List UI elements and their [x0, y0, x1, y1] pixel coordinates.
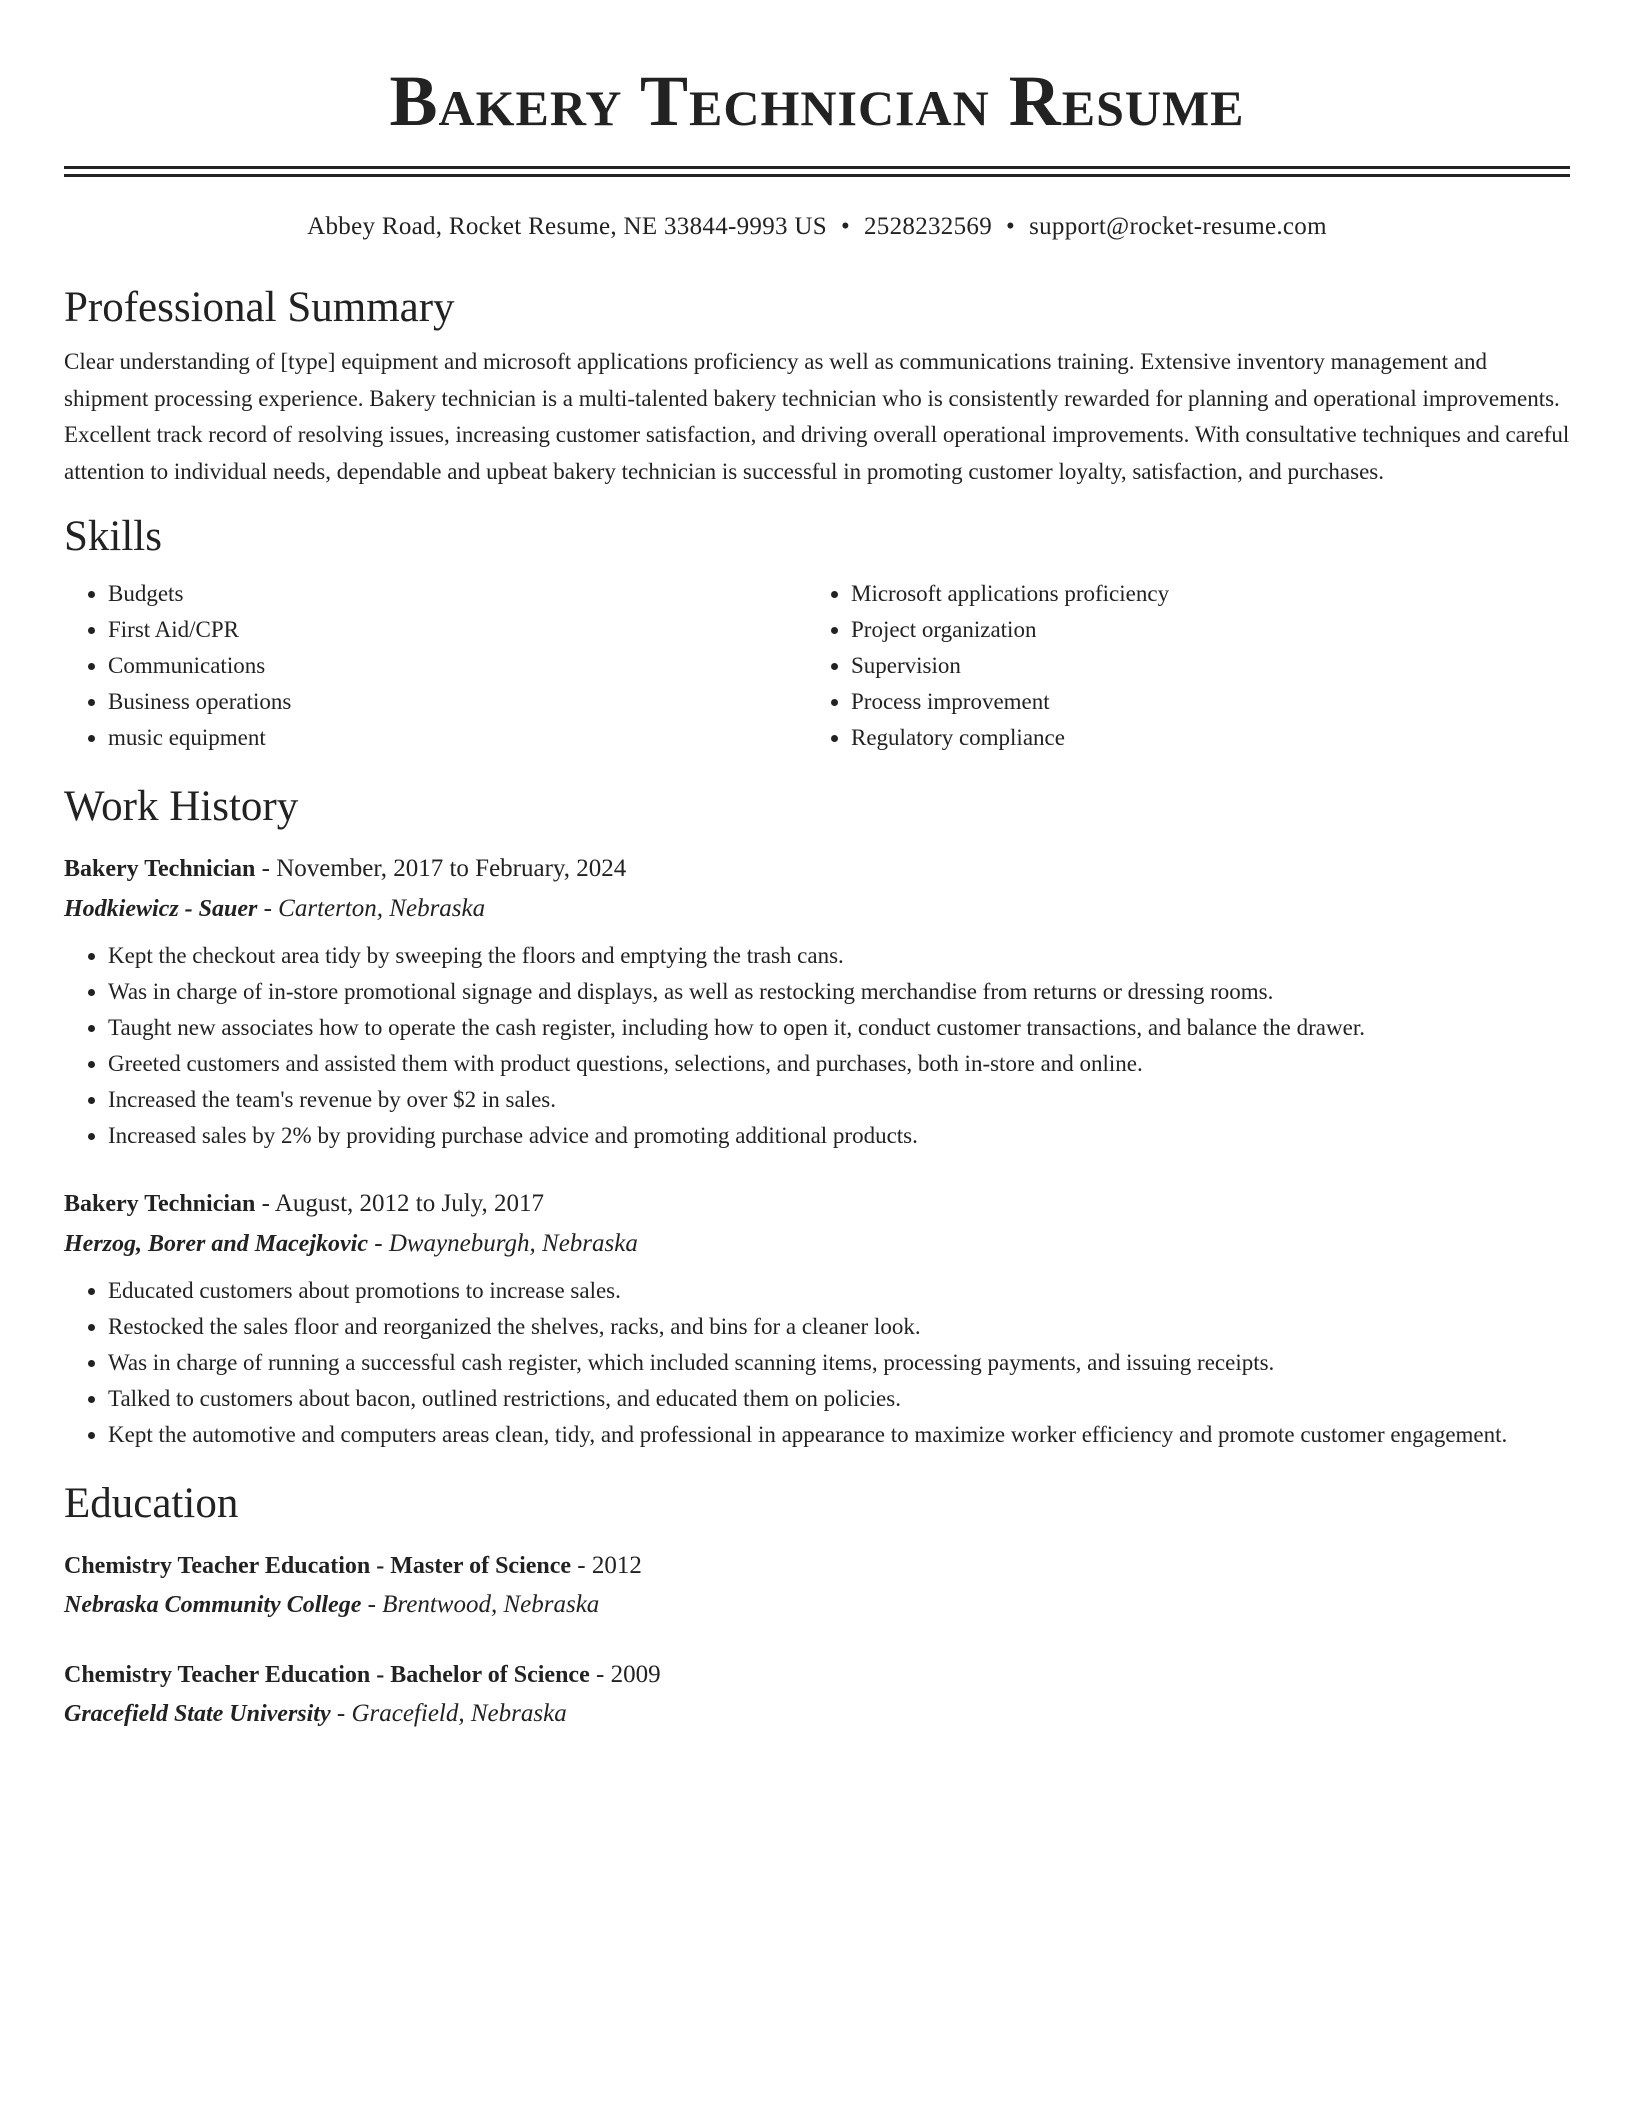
- job-duty: • Talked to customers about bacon, outlined restrictions, and educated them on policies.: [108, 1381, 1570, 1417]
- job-location: Carterton, Nebraska: [278, 895, 486, 922]
- education-year: 2009: [610, 1661, 661, 1688]
- education-header: Chemistry Teacher Education - Bachelor of Science - 2009: [64, 1661, 661, 1688]
- job-duty: • Educated customers about promotions to increase sales.: [108, 1273, 1570, 1309]
- education-header: Chemistry Teacher Education - Master of Science - 2012: [64, 1552, 642, 1579]
- job-employer-line: Hodkiewicz - Sauer - Carterton, Nebraska: [64, 895, 486, 922]
- job-employer-line: Herzog, Borer and Macejkovic - Dwayneburgh, Nebraska: [64, 1230, 638, 1257]
- education-location: Brentwood, Nebraska: [382, 1591, 600, 1618]
- skill-item: • Microsoft applications proficiency: [851, 576, 1550, 612]
- job-employer: Herzog, Borer and Macejkovic: [64, 1231, 368, 1257]
- education-school: Gracefield State University: [64, 1701, 331, 1727]
- job-duty: • Greeted customers and assisted them with product questions, selections, and purchases, both in-store and online.: [108, 1046, 1570, 1082]
- skill-item: • First Aid/CPR: [108, 612, 807, 648]
- job-employer: Hodkiewicz - Sauer: [64, 896, 258, 922]
- job-entry: [64, 1186, 1570, 1453]
- skill-item: • Business operations: [108, 684, 807, 720]
- skill-item: • Project organization: [851, 612, 1550, 648]
- contact-separator: •: [1006, 213, 1016, 240]
- job-duty: • Increased sales by 2% by providing purchase advice and promoting additional products.: [108, 1118, 1570, 1154]
- education-year: 2012: [591, 1552, 642, 1579]
- education-school: Nebraska Community College: [64, 1592, 362, 1618]
- job-duties: [64, 1273, 1570, 1453]
- education-location: Gracefield, Nebraska: [351, 1700, 567, 1727]
- skill-item: • Supervision: [851, 648, 1550, 684]
- job-duty: • Kept the automotive and computers areas clean, tidy, and professional in appearance to maximize worker efficiency and promote customer engagement.: [108, 1417, 1570, 1453]
- contact-address: Abbey Road, Rocket Resume, NE 33844-9993 US: [307, 213, 827, 240]
- skill-item: • Communications: [108, 648, 807, 684]
- job-dates: August, 2012 to July, 2017: [274, 1190, 545, 1217]
- education-entry: [64, 1548, 1570, 1623]
- skill-item: • music equipment: [108, 720, 807, 756]
- title-divider-top: [64, 166, 1570, 169]
- job-duty: • Restocked the sales floor and reorganized the shelves, racks, and bins for a cleaner look.: [108, 1309, 1570, 1345]
- skill-item: • Process improvement: [851, 684, 1550, 720]
- contact-line: [64, 211, 1570, 243]
- education-school-line: Nebraska Community College - Brentwood, Nebraska: [64, 1591, 600, 1618]
- job-duty: • Was in charge of in-store promotional signage and displays, as well as restocking merchandise from returns or dressing rooms.: [108, 974, 1570, 1010]
- education-degree: Chemistry Teacher Education - Master of Science: [64, 1553, 572, 1579]
- skill-item: • Regulatory compliance: [851, 720, 1550, 756]
- skills-heading: Skills: [64, 513, 162, 560]
- job-entry: [64, 851, 1570, 1154]
- job-duties: [64, 938, 1570, 1154]
- page-title: Bakery Technician Resume: [389, 61, 1245, 141]
- summary-heading: Professional Summary: [64, 284, 455, 331]
- contact-separator: •: [840, 213, 850, 240]
- job-duty: • Taught new associates how to operate the cash register, including how to open it, conduct customer transactions, and balance the drawer.: [108, 1010, 1570, 1046]
- job-header: Bakery Technician - November, 2017 to February, 2024: [64, 855, 627, 882]
- summary-text: Clear understanding of [type] equipment and microsoft applications proficiency as well as communications training. Extensive inventory management and shipment processing experience. Bakery technician is a multi-talented bakery technician who is consistently rewarded for planning and operational improvements. Excellent track record of resolving issues, increasing customer satisfaction, and driving overall operational improvements. With consultative techniques and careful attention to individual needs, dependable and upbeat bakery technician is successful in promoting customer loyalty, satisfaction, and purchases.: [64, 349, 1570, 484]
- job-duty: • Kept the checkout area tidy by sweeping the floors and emptying the trash cans.: [108, 938, 1570, 974]
- contact-email: support@rocket-resume.com: [1029, 213, 1327, 240]
- title-divider-bottom: [64, 174, 1570, 177]
- job-duty: • Was in charge of running a successful cash register, which included scanning items, processing payments, and issuing receipts.: [108, 1345, 1570, 1381]
- job-title: Bakery Technician: [64, 856, 256, 882]
- job-duty: • Increased the team's revenue by over $2 in sales.: [108, 1082, 1570, 1118]
- education-heading: Education: [64, 1480, 239, 1527]
- job-location: Dwayneburgh, Nebraska: [388, 1230, 638, 1257]
- education-entry: [64, 1657, 1570, 1732]
- skills-column-right: [807, 576, 1550, 756]
- job-title: Bakery Technician: [64, 1191, 256, 1217]
- education-degree: Chemistry Teacher Education - Bachelor of Science: [64, 1662, 590, 1688]
- skills-column-left: [64, 576, 807, 756]
- job-header: Bakery Technician - August, 2012 to July, 2017: [64, 1190, 545, 1217]
- education-school-line: Gracefield State University - Gracefield, Nebraska: [64, 1700, 567, 1727]
- resume-page: [64, 0, 1570, 1732]
- skill-item: • Budgets: [108, 576, 807, 612]
- contact-phone: 2528232569: [864, 213, 992, 240]
- job-dates: November, 2017 to February, 2024: [276, 855, 627, 882]
- skills-list: [64, 576, 1570, 756]
- work-history-heading: Work History: [64, 783, 299, 830]
